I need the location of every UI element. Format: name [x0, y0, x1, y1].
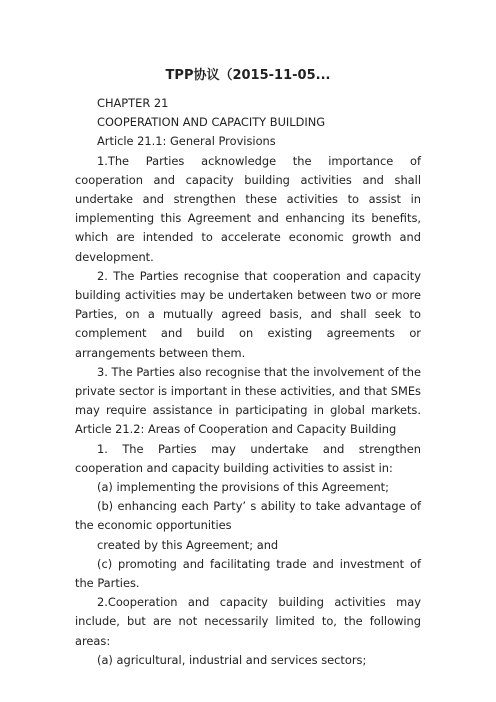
list-item: (b) enhancing each Party’ s ability to take advantage of the economic opportunities: [75, 499, 421, 533]
paragraph: 2.Cooperation and capacity building activities may include, but are not necessarily limited to, the following areas:: [75, 595, 421, 648]
document-title: TPP协议（2015-11-05...: [165, 68, 331, 83]
chapter-title: COOPERATION AND CAPACITY BUILDING: [97, 115, 326, 130]
document-body: [75, 94, 421, 670]
paragraph: 3. The Parties also recognise that the involvement of the private sector is important in these activities, and that SMEs may require assistance in participating in global markets. Article 21.2: Areas of Cooperation and Capacity Building: [75, 364, 421, 437]
list-item-continuation: created by this Agreement; and: [97, 537, 279, 552]
article-heading: Article 21.1: General Provisions: [97, 134, 276, 149]
list-item: (a) implementing the provisions of this Agreement;: [97, 480, 389, 495]
chapter-number: CHAPTER 21: [97, 96, 169, 110]
paragraph: 1. The Parties may undertake and strengthen cooperation and capacity building activities to assist in:: [75, 441, 421, 475]
list-item: (a) agricultural, industrial and services sectors;: [97, 652, 367, 667]
list-item: (c) promoting and facilitating trade and investment of the Parties.: [75, 556, 421, 591]
paragraph: 2. The Parties recognise that cooperation and capacity building activities may be undertaken between two or more Parties, on a mutually agreed basis, and shall seek to complement and build on existing agreements or arrangements between them.: [75, 268, 421, 360]
paragraph: 1.The Parties acknowledge the importance of cooperation and capacity building activities and shall undertake and strengthen these activities to assist in implementing this Agreement and enhancing its benefits, which are intended to accelerate economic growth and development.: [75, 153, 421, 264]
